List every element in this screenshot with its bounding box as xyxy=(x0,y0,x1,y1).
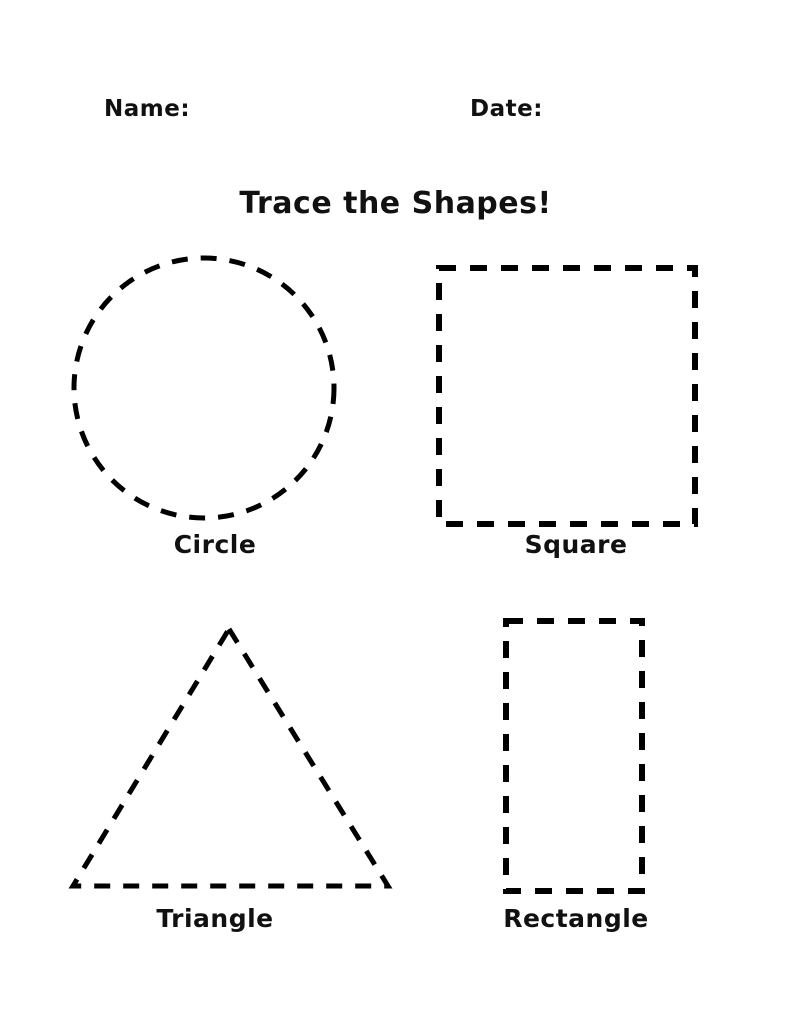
rectangle-shape xyxy=(396,616,756,896)
page-title: Trace the Shapes! xyxy=(239,186,552,221)
shapes-grid xyxy=(0,248,791,988)
name-field-label: Name: xyxy=(104,96,191,122)
shape-cell-circle xyxy=(35,248,395,608)
shape-label-circle: Circle xyxy=(173,530,257,559)
shape-cell-square xyxy=(396,248,756,608)
date-field-label: Date: xyxy=(470,96,543,122)
shape-label-triangle: Triangle xyxy=(156,904,274,933)
shape-cell-triangle xyxy=(35,616,395,976)
triangle-shape xyxy=(35,616,395,896)
header-fields xyxy=(0,96,791,136)
shape-label-square: Square xyxy=(524,530,628,559)
circle-shape xyxy=(35,248,395,528)
square-shape xyxy=(396,248,756,528)
shape-cell-rectangle xyxy=(396,616,756,976)
shape-label-rectangle: Rectangle xyxy=(503,904,649,933)
